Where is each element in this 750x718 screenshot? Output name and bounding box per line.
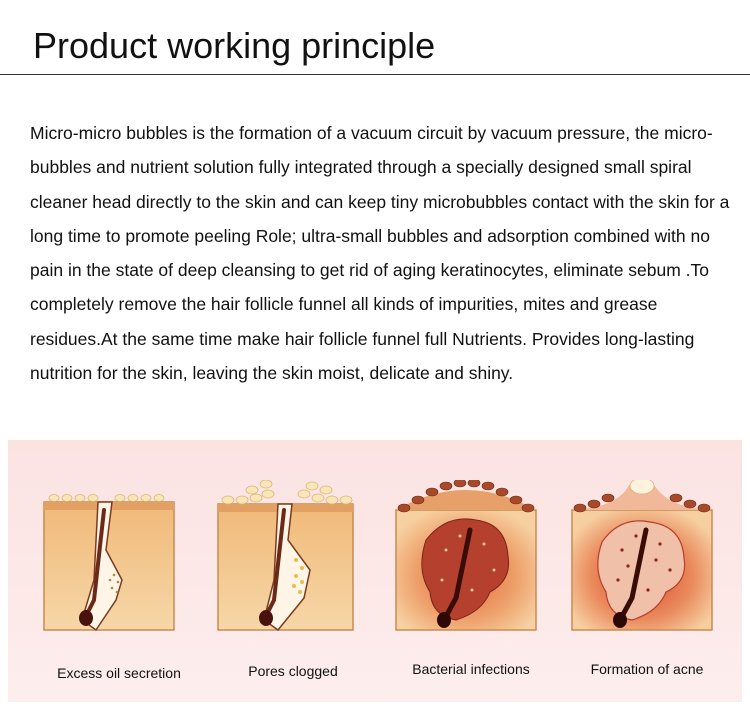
stage-label-excess-oil: Excess oil secretion (57, 665, 181, 681)
title-divider (0, 74, 750, 75)
excess-oil-skin-illustration (34, 480, 194, 640)
stage-label-pores-clogged: Pores clogged (248, 663, 338, 679)
acne-stages-illustration (8, 440, 742, 702)
stage-excess-oil (34, 440, 204, 702)
stage-label-bacterial-infections: Bacterial infections (412, 661, 530, 677)
page-title: Product working principle (33, 25, 436, 66)
stage-pores-clogged (208, 440, 378, 702)
stage-bacterial-infections (386, 440, 556, 702)
description-paragraph: Micro-micro bubbles is the formation of a vacuum circuit by vacuum pressure, the micro-bubbles and nutrient solution fully integrated through a specially designed small spiral cleaner head directly to the skin and can keep tiny microbubbles contact with the skin for a long time to promote peeling Role; ultra-small bubbles and adsorption combined with no pain in the state of deep cleansing to get rid of aging keratinocytes, eliminate sebum .To completely remove the hair follicle funnel all kinds of impurities, mites and grease residues.At the same time make hair follicle funnel full Nutrients. Provides long-lasting nutrition for the skin, leaving the skin moist, delicate and shiny. (30, 123, 730, 384)
acne-formation-skin-illustration (562, 480, 722, 640)
stage-formation-of-acne (562, 440, 732, 702)
stage-label-formation-of-acne: Formation of acne (590, 661, 704, 677)
bacterial-infection-skin-illustration (386, 480, 546, 640)
pores-clogged-skin-illustration (208, 480, 368, 640)
